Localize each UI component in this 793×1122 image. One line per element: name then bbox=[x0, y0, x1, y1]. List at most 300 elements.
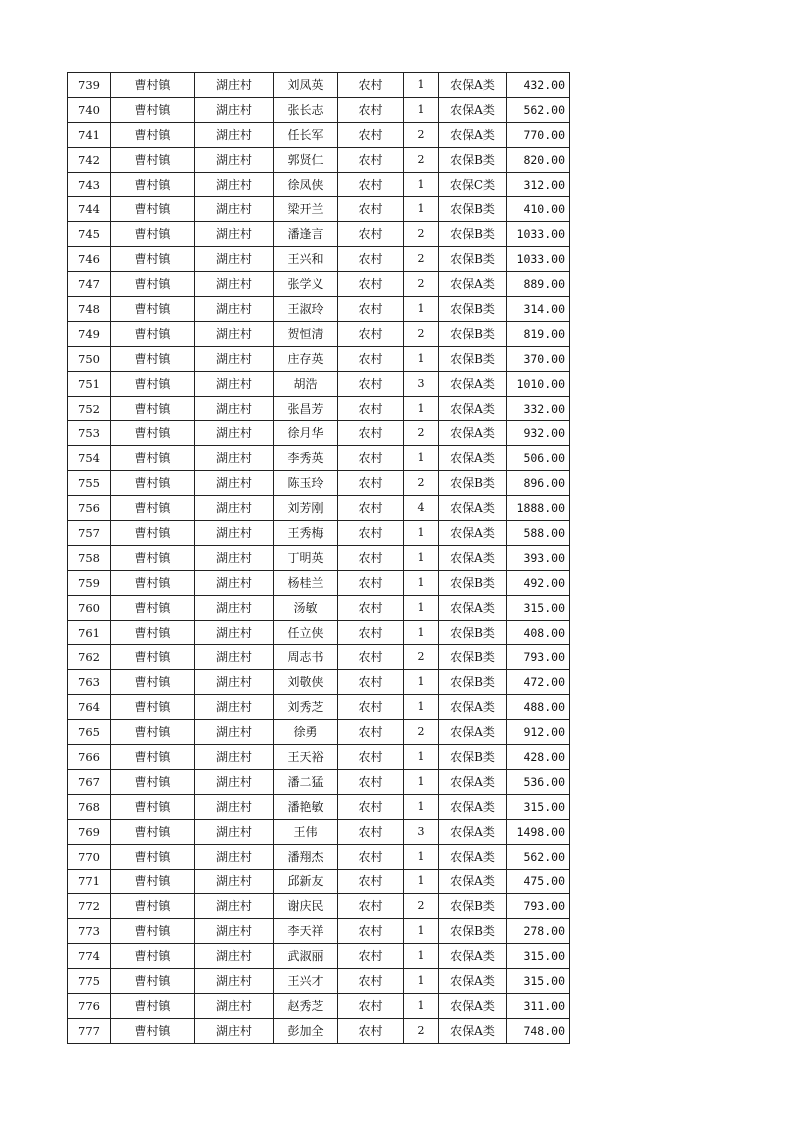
member-count-cell: 4 bbox=[404, 496, 439, 521]
village-cell: 湖庄村 bbox=[195, 595, 274, 620]
row-number-cell: 777 bbox=[68, 1018, 111, 1043]
member-count-cell: 1 bbox=[404, 745, 439, 770]
amount-cell: 770.00 bbox=[507, 122, 570, 147]
household-type-cell: 农村 bbox=[338, 944, 404, 969]
household-type-cell: 农村 bbox=[338, 421, 404, 446]
row-number-cell: 770 bbox=[68, 844, 111, 869]
member-count-cell: 1 bbox=[404, 545, 439, 570]
table-row bbox=[68, 819, 570, 844]
insurance-category-cell: 农保B类 bbox=[439, 346, 507, 371]
name-cell: 潘艳敏 bbox=[274, 794, 338, 819]
table-row bbox=[68, 172, 570, 197]
town-cell: 曹村镇 bbox=[111, 670, 195, 695]
row-number-cell: 776 bbox=[68, 993, 111, 1018]
insurance-category-cell: 农保A类 bbox=[439, 421, 507, 446]
household-type-cell: 农村 bbox=[338, 794, 404, 819]
table-row bbox=[68, 122, 570, 147]
name-cell: 李秀英 bbox=[274, 446, 338, 471]
amount-cell: 889.00 bbox=[507, 272, 570, 297]
member-count-cell: 1 bbox=[404, 944, 439, 969]
household-type-cell: 农村 bbox=[338, 272, 404, 297]
village-cell: 湖庄村 bbox=[195, 421, 274, 446]
name-cell: 杨桂兰 bbox=[274, 570, 338, 595]
town-cell: 曹村镇 bbox=[111, 371, 195, 396]
table-row bbox=[68, 496, 570, 521]
village-cell: 湖庄村 bbox=[195, 471, 274, 496]
insurance-category-cell: 农保A类 bbox=[439, 396, 507, 421]
village-cell: 湖庄村 bbox=[195, 993, 274, 1018]
household-type-cell: 农村 bbox=[338, 894, 404, 919]
amount-cell: 370.00 bbox=[507, 346, 570, 371]
amount-cell: 1033.00 bbox=[507, 222, 570, 247]
household-type-cell: 农村 bbox=[338, 197, 404, 222]
household-type-cell: 农村 bbox=[338, 371, 404, 396]
table-row bbox=[68, 745, 570, 770]
insurance-category-cell: 农保B类 bbox=[439, 147, 507, 172]
village-cell: 湖庄村 bbox=[195, 919, 274, 944]
town-cell: 曹村镇 bbox=[111, 869, 195, 894]
row-number-cell: 768 bbox=[68, 794, 111, 819]
name-cell: 潘逢言 bbox=[274, 222, 338, 247]
row-number-cell: 760 bbox=[68, 595, 111, 620]
member-count-cell: 2 bbox=[404, 421, 439, 446]
town-cell: 曹村镇 bbox=[111, 695, 195, 720]
table-row bbox=[68, 371, 570, 396]
amount-cell: 475.00 bbox=[507, 869, 570, 894]
table-row bbox=[68, 421, 570, 446]
name-cell: 陈玉玲 bbox=[274, 471, 338, 496]
village-cell: 湖庄村 bbox=[195, 172, 274, 197]
insurance-category-cell: 农保B类 bbox=[439, 297, 507, 322]
town-cell: 曹村镇 bbox=[111, 844, 195, 869]
village-cell: 湖庄村 bbox=[195, 769, 274, 794]
town-cell: 曹村镇 bbox=[111, 496, 195, 521]
town-cell: 曹村镇 bbox=[111, 969, 195, 994]
member-count-cell: 3 bbox=[404, 371, 439, 396]
insurance-category-cell: 农保A类 bbox=[439, 595, 507, 620]
member-count-cell: 1 bbox=[404, 73, 439, 98]
name-cell: 张昌芳 bbox=[274, 396, 338, 421]
insurance-category-cell: 农保A类 bbox=[439, 521, 507, 546]
village-cell: 湖庄村 bbox=[195, 844, 274, 869]
table-row bbox=[68, 993, 570, 1018]
table-row bbox=[68, 197, 570, 222]
member-count-cell: 1 bbox=[404, 521, 439, 546]
household-type-cell: 农村 bbox=[338, 695, 404, 720]
row-number-cell: 771 bbox=[68, 869, 111, 894]
name-cell: 汤敏 bbox=[274, 595, 338, 620]
amount-cell: 410.00 bbox=[507, 197, 570, 222]
name-cell: 邱新友 bbox=[274, 869, 338, 894]
amount-cell: 492.00 bbox=[507, 570, 570, 595]
member-count-cell: 1 bbox=[404, 769, 439, 794]
amount-cell: 562.00 bbox=[507, 844, 570, 869]
member-count-cell: 2 bbox=[404, 720, 439, 745]
member-count-cell: 1 bbox=[404, 794, 439, 819]
table-row bbox=[68, 595, 570, 620]
member-count-cell: 1 bbox=[404, 396, 439, 421]
town-cell: 曹村镇 bbox=[111, 297, 195, 322]
insurance-category-cell: 农保A类 bbox=[439, 969, 507, 994]
amount-cell: 932.00 bbox=[507, 421, 570, 446]
insurance-category-cell: 农保B类 bbox=[439, 197, 507, 222]
household-type-cell: 农村 bbox=[338, 819, 404, 844]
amount-cell: 393.00 bbox=[507, 545, 570, 570]
village-cell: 湖庄村 bbox=[195, 819, 274, 844]
amount-cell: 896.00 bbox=[507, 471, 570, 496]
household-type-cell: 农村 bbox=[338, 496, 404, 521]
amount-cell: 912.00 bbox=[507, 720, 570, 745]
town-cell: 曹村镇 bbox=[111, 620, 195, 645]
data-table bbox=[67, 72, 570, 1044]
village-cell: 湖庄村 bbox=[195, 446, 274, 471]
town-cell: 曹村镇 bbox=[111, 247, 195, 272]
village-cell: 湖庄村 bbox=[195, 97, 274, 122]
row-number-cell: 740 bbox=[68, 97, 111, 122]
member-count-cell: 1 bbox=[404, 297, 439, 322]
row-number-cell: 775 bbox=[68, 969, 111, 994]
member-count-cell: 1 bbox=[404, 670, 439, 695]
town-cell: 曹村镇 bbox=[111, 272, 195, 297]
table-row bbox=[68, 794, 570, 819]
row-number-cell: 769 bbox=[68, 819, 111, 844]
insurance-category-cell: 农保A类 bbox=[439, 769, 507, 794]
row-number-cell: 741 bbox=[68, 122, 111, 147]
amount-cell: 408.00 bbox=[507, 620, 570, 645]
name-cell: 徐勇 bbox=[274, 720, 338, 745]
insurance-category-cell: 农保A类 bbox=[439, 844, 507, 869]
village-cell: 湖庄村 bbox=[195, 147, 274, 172]
town-cell: 曹村镇 bbox=[111, 147, 195, 172]
village-cell: 湖庄村 bbox=[195, 371, 274, 396]
amount-cell: 562.00 bbox=[507, 97, 570, 122]
insurance-category-cell: 农保B类 bbox=[439, 321, 507, 346]
village-cell: 湖庄村 bbox=[195, 197, 274, 222]
member-count-cell: 2 bbox=[404, 321, 439, 346]
name-cell: 武淑丽 bbox=[274, 944, 338, 969]
name-cell: 王淑玲 bbox=[274, 297, 338, 322]
name-cell: 王兴和 bbox=[274, 247, 338, 272]
town-cell: 曹村镇 bbox=[111, 819, 195, 844]
household-type-cell: 农村 bbox=[338, 172, 404, 197]
row-number-cell: 747 bbox=[68, 272, 111, 297]
name-cell: 贺恒清 bbox=[274, 321, 338, 346]
member-count-cell: 2 bbox=[404, 272, 439, 297]
household-type-cell: 农村 bbox=[338, 73, 404, 98]
village-cell: 湖庄村 bbox=[195, 645, 274, 670]
household-type-cell: 农村 bbox=[338, 321, 404, 346]
table-row bbox=[68, 869, 570, 894]
town-cell: 曹村镇 bbox=[111, 993, 195, 1018]
member-count-cell: 1 bbox=[404, 969, 439, 994]
amount-cell: 312.00 bbox=[507, 172, 570, 197]
amount-cell: 1010.00 bbox=[507, 371, 570, 396]
table-row bbox=[68, 73, 570, 98]
household-type-cell: 农村 bbox=[338, 247, 404, 272]
amount-cell: 315.00 bbox=[507, 944, 570, 969]
member-count-cell: 1 bbox=[404, 346, 439, 371]
village-cell: 湖庄村 bbox=[195, 496, 274, 521]
town-cell: 曹村镇 bbox=[111, 720, 195, 745]
village-cell: 湖庄村 bbox=[195, 272, 274, 297]
member-count-cell: 1 bbox=[404, 993, 439, 1018]
household-type-cell: 农村 bbox=[338, 346, 404, 371]
amount-cell: 311.00 bbox=[507, 993, 570, 1018]
name-cell: 郭贤仁 bbox=[274, 147, 338, 172]
amount-cell: 820.00 bbox=[507, 147, 570, 172]
insurance-category-cell: 农保A类 bbox=[439, 73, 507, 98]
table-row bbox=[68, 695, 570, 720]
household-type-cell: 农村 bbox=[338, 147, 404, 172]
village-cell: 湖庄村 bbox=[195, 570, 274, 595]
insurance-category-cell: 农保A类 bbox=[439, 446, 507, 471]
name-cell: 梁开兰 bbox=[274, 197, 338, 222]
row-number-cell: 761 bbox=[68, 620, 111, 645]
town-cell: 曹村镇 bbox=[111, 222, 195, 247]
town-cell: 曹村镇 bbox=[111, 944, 195, 969]
village-cell: 湖庄村 bbox=[195, 346, 274, 371]
name-cell: 徐月华 bbox=[274, 421, 338, 446]
household-type-cell: 农村 bbox=[338, 595, 404, 620]
household-type-cell: 农村 bbox=[338, 969, 404, 994]
table-row bbox=[68, 222, 570, 247]
amount-cell: 748.00 bbox=[507, 1018, 570, 1043]
name-cell: 张学义 bbox=[274, 272, 338, 297]
household-type-cell: 农村 bbox=[338, 745, 404, 770]
household-type-cell: 农村 bbox=[338, 570, 404, 595]
household-type-cell: 农村 bbox=[338, 645, 404, 670]
name-cell: 潘翔杰 bbox=[274, 844, 338, 869]
row-number-cell: 767 bbox=[68, 769, 111, 794]
amount-cell: 588.00 bbox=[507, 521, 570, 546]
village-cell: 湖庄村 bbox=[195, 944, 274, 969]
table-row bbox=[68, 446, 570, 471]
insurance-category-cell: 农保A类 bbox=[439, 695, 507, 720]
amount-cell: 793.00 bbox=[507, 894, 570, 919]
household-type-cell: 农村 bbox=[338, 446, 404, 471]
name-cell: 任立侠 bbox=[274, 620, 338, 645]
amount-cell: 793.00 bbox=[507, 645, 570, 670]
insurance-category-cell: 农保A类 bbox=[439, 944, 507, 969]
member-count-cell: 1 bbox=[404, 446, 439, 471]
insurance-category-cell: 农保B类 bbox=[439, 894, 507, 919]
insurance-category-cell: 农保A类 bbox=[439, 993, 507, 1018]
insurance-category-cell: 农保C类 bbox=[439, 172, 507, 197]
household-type-cell: 农村 bbox=[338, 297, 404, 322]
amount-cell: 819.00 bbox=[507, 321, 570, 346]
name-cell: 刘秀芝 bbox=[274, 695, 338, 720]
member-count-cell: 1 bbox=[404, 570, 439, 595]
town-cell: 曹村镇 bbox=[111, 1018, 195, 1043]
insurance-category-cell: 农保A类 bbox=[439, 819, 507, 844]
amount-cell: 1033.00 bbox=[507, 247, 570, 272]
household-type-cell: 农村 bbox=[338, 919, 404, 944]
village-cell: 湖庄村 bbox=[195, 969, 274, 994]
row-number-cell: 743 bbox=[68, 172, 111, 197]
household-type-cell: 农村 bbox=[338, 222, 404, 247]
name-cell: 庄存英 bbox=[274, 346, 338, 371]
town-cell: 曹村镇 bbox=[111, 446, 195, 471]
table-row bbox=[68, 894, 570, 919]
village-cell: 湖庄村 bbox=[195, 794, 274, 819]
name-cell: 彭加全 bbox=[274, 1018, 338, 1043]
insurance-category-cell: 农保B类 bbox=[439, 247, 507, 272]
table-row bbox=[68, 396, 570, 421]
name-cell: 谢庆民 bbox=[274, 894, 338, 919]
row-number-cell: 774 bbox=[68, 944, 111, 969]
table-row bbox=[68, 346, 570, 371]
name-cell: 刘敬侠 bbox=[274, 670, 338, 695]
household-type-cell: 农村 bbox=[338, 720, 404, 745]
member-count-cell: 2 bbox=[404, 645, 439, 670]
table-row bbox=[68, 570, 570, 595]
household-type-cell: 农村 bbox=[338, 620, 404, 645]
amount-cell: 315.00 bbox=[507, 595, 570, 620]
insurance-category-cell: 农保B类 bbox=[439, 670, 507, 695]
member-count-cell: 2 bbox=[404, 247, 439, 272]
row-number-cell: 749 bbox=[68, 321, 111, 346]
town-cell: 曹村镇 bbox=[111, 97, 195, 122]
table-row bbox=[68, 321, 570, 346]
town-cell: 曹村镇 bbox=[111, 197, 195, 222]
table-row bbox=[68, 147, 570, 172]
amount-cell: 428.00 bbox=[507, 745, 570, 770]
member-count-cell: 1 bbox=[404, 869, 439, 894]
member-count-cell: 2 bbox=[404, 147, 439, 172]
member-count-cell: 2 bbox=[404, 894, 439, 919]
name-cell: 张长志 bbox=[274, 97, 338, 122]
row-number-cell: 763 bbox=[68, 670, 111, 695]
insurance-category-cell: 农保B类 bbox=[439, 919, 507, 944]
row-number-cell: 756 bbox=[68, 496, 111, 521]
table-row bbox=[68, 944, 570, 969]
table-row bbox=[68, 620, 570, 645]
household-type-cell: 农村 bbox=[338, 670, 404, 695]
household-type-cell: 农村 bbox=[338, 869, 404, 894]
town-cell: 曹村镇 bbox=[111, 321, 195, 346]
row-number-cell: 758 bbox=[68, 545, 111, 570]
row-number-cell: 762 bbox=[68, 645, 111, 670]
name-cell: 潘二猛 bbox=[274, 769, 338, 794]
village-cell: 湖庄村 bbox=[195, 545, 274, 570]
name-cell: 丁明英 bbox=[274, 545, 338, 570]
village-cell: 湖庄村 bbox=[195, 745, 274, 770]
table-row bbox=[68, 247, 570, 272]
town-cell: 曹村镇 bbox=[111, 471, 195, 496]
name-cell: 胡浩 bbox=[274, 371, 338, 396]
insurance-category-cell: 农保B类 bbox=[439, 745, 507, 770]
town-cell: 曹村镇 bbox=[111, 769, 195, 794]
amount-cell: 472.00 bbox=[507, 670, 570, 695]
name-cell: 王伟 bbox=[274, 819, 338, 844]
member-count-cell: 2 bbox=[404, 222, 439, 247]
insurance-category-cell: 农保A类 bbox=[439, 545, 507, 570]
row-number-cell: 764 bbox=[68, 695, 111, 720]
insurance-category-cell: 农保B类 bbox=[439, 471, 507, 496]
amount-cell: 315.00 bbox=[507, 969, 570, 994]
household-type-cell: 农村 bbox=[338, 1018, 404, 1043]
table-row bbox=[68, 297, 570, 322]
member-count-cell: 3 bbox=[404, 819, 439, 844]
amount-cell: 1888.00 bbox=[507, 496, 570, 521]
table-row bbox=[68, 521, 570, 546]
household-type-cell: 农村 bbox=[338, 545, 404, 570]
town-cell: 曹村镇 bbox=[111, 172, 195, 197]
table-body bbox=[68, 73, 570, 1044]
insurance-category-cell: 农保A类 bbox=[439, 1018, 507, 1043]
member-count-cell: 1 bbox=[404, 919, 439, 944]
member-count-cell: 2 bbox=[404, 471, 439, 496]
amount-cell: 332.00 bbox=[507, 396, 570, 421]
table-row bbox=[68, 1018, 570, 1043]
member-count-cell: 2 bbox=[404, 122, 439, 147]
name-cell: 刘芳刚 bbox=[274, 496, 338, 521]
amount-cell: 315.00 bbox=[507, 794, 570, 819]
town-cell: 曹村镇 bbox=[111, 122, 195, 147]
row-number-cell: 753 bbox=[68, 421, 111, 446]
village-cell: 湖庄村 bbox=[195, 720, 274, 745]
village-cell: 湖庄村 bbox=[195, 894, 274, 919]
village-cell: 湖庄村 bbox=[195, 321, 274, 346]
table-row bbox=[68, 272, 570, 297]
town-cell: 曹村镇 bbox=[111, 73, 195, 98]
village-cell: 湖庄村 bbox=[195, 73, 274, 98]
table-row bbox=[68, 919, 570, 944]
village-cell: 湖庄村 bbox=[195, 247, 274, 272]
insurance-category-cell: 农保A类 bbox=[439, 869, 507, 894]
row-number-cell: 748 bbox=[68, 297, 111, 322]
amount-cell: 488.00 bbox=[507, 695, 570, 720]
member-count-cell: 2 bbox=[404, 1018, 439, 1043]
insurance-category-cell: 农保B类 bbox=[439, 222, 507, 247]
name-cell: 王秀梅 bbox=[274, 521, 338, 546]
household-type-cell: 农村 bbox=[338, 521, 404, 546]
town-cell: 曹村镇 bbox=[111, 346, 195, 371]
name-cell: 李天祥 bbox=[274, 919, 338, 944]
table-row bbox=[68, 670, 570, 695]
row-number-cell: 751 bbox=[68, 371, 111, 396]
village-cell: 湖庄村 bbox=[195, 620, 274, 645]
town-cell: 曹村镇 bbox=[111, 421, 195, 446]
name-cell: 任长军 bbox=[274, 122, 338, 147]
name-cell: 刘凤英 bbox=[274, 73, 338, 98]
row-number-cell: 766 bbox=[68, 745, 111, 770]
amount-cell: 506.00 bbox=[507, 446, 570, 471]
row-number-cell: 772 bbox=[68, 894, 111, 919]
town-cell: 曹村镇 bbox=[111, 745, 195, 770]
amount-cell: 314.00 bbox=[507, 297, 570, 322]
town-cell: 曹村镇 bbox=[111, 794, 195, 819]
row-number-cell: 755 bbox=[68, 471, 111, 496]
name-cell: 王兴才 bbox=[274, 969, 338, 994]
household-type-cell: 农村 bbox=[338, 993, 404, 1018]
town-cell: 曹村镇 bbox=[111, 894, 195, 919]
member-count-cell: 1 bbox=[404, 595, 439, 620]
table-row bbox=[68, 471, 570, 496]
member-count-cell: 1 bbox=[404, 844, 439, 869]
row-number-cell: 746 bbox=[68, 247, 111, 272]
village-cell: 湖庄村 bbox=[195, 396, 274, 421]
village-cell: 湖庄村 bbox=[195, 670, 274, 695]
town-cell: 曹村镇 bbox=[111, 545, 195, 570]
amount-cell: 536.00 bbox=[507, 769, 570, 794]
household-type-cell: 农村 bbox=[338, 769, 404, 794]
table-row bbox=[68, 720, 570, 745]
insurance-category-cell: 农保A类 bbox=[439, 371, 507, 396]
name-cell: 周志书 bbox=[274, 645, 338, 670]
insurance-category-cell: 农保B类 bbox=[439, 620, 507, 645]
household-type-cell: 农村 bbox=[338, 396, 404, 421]
